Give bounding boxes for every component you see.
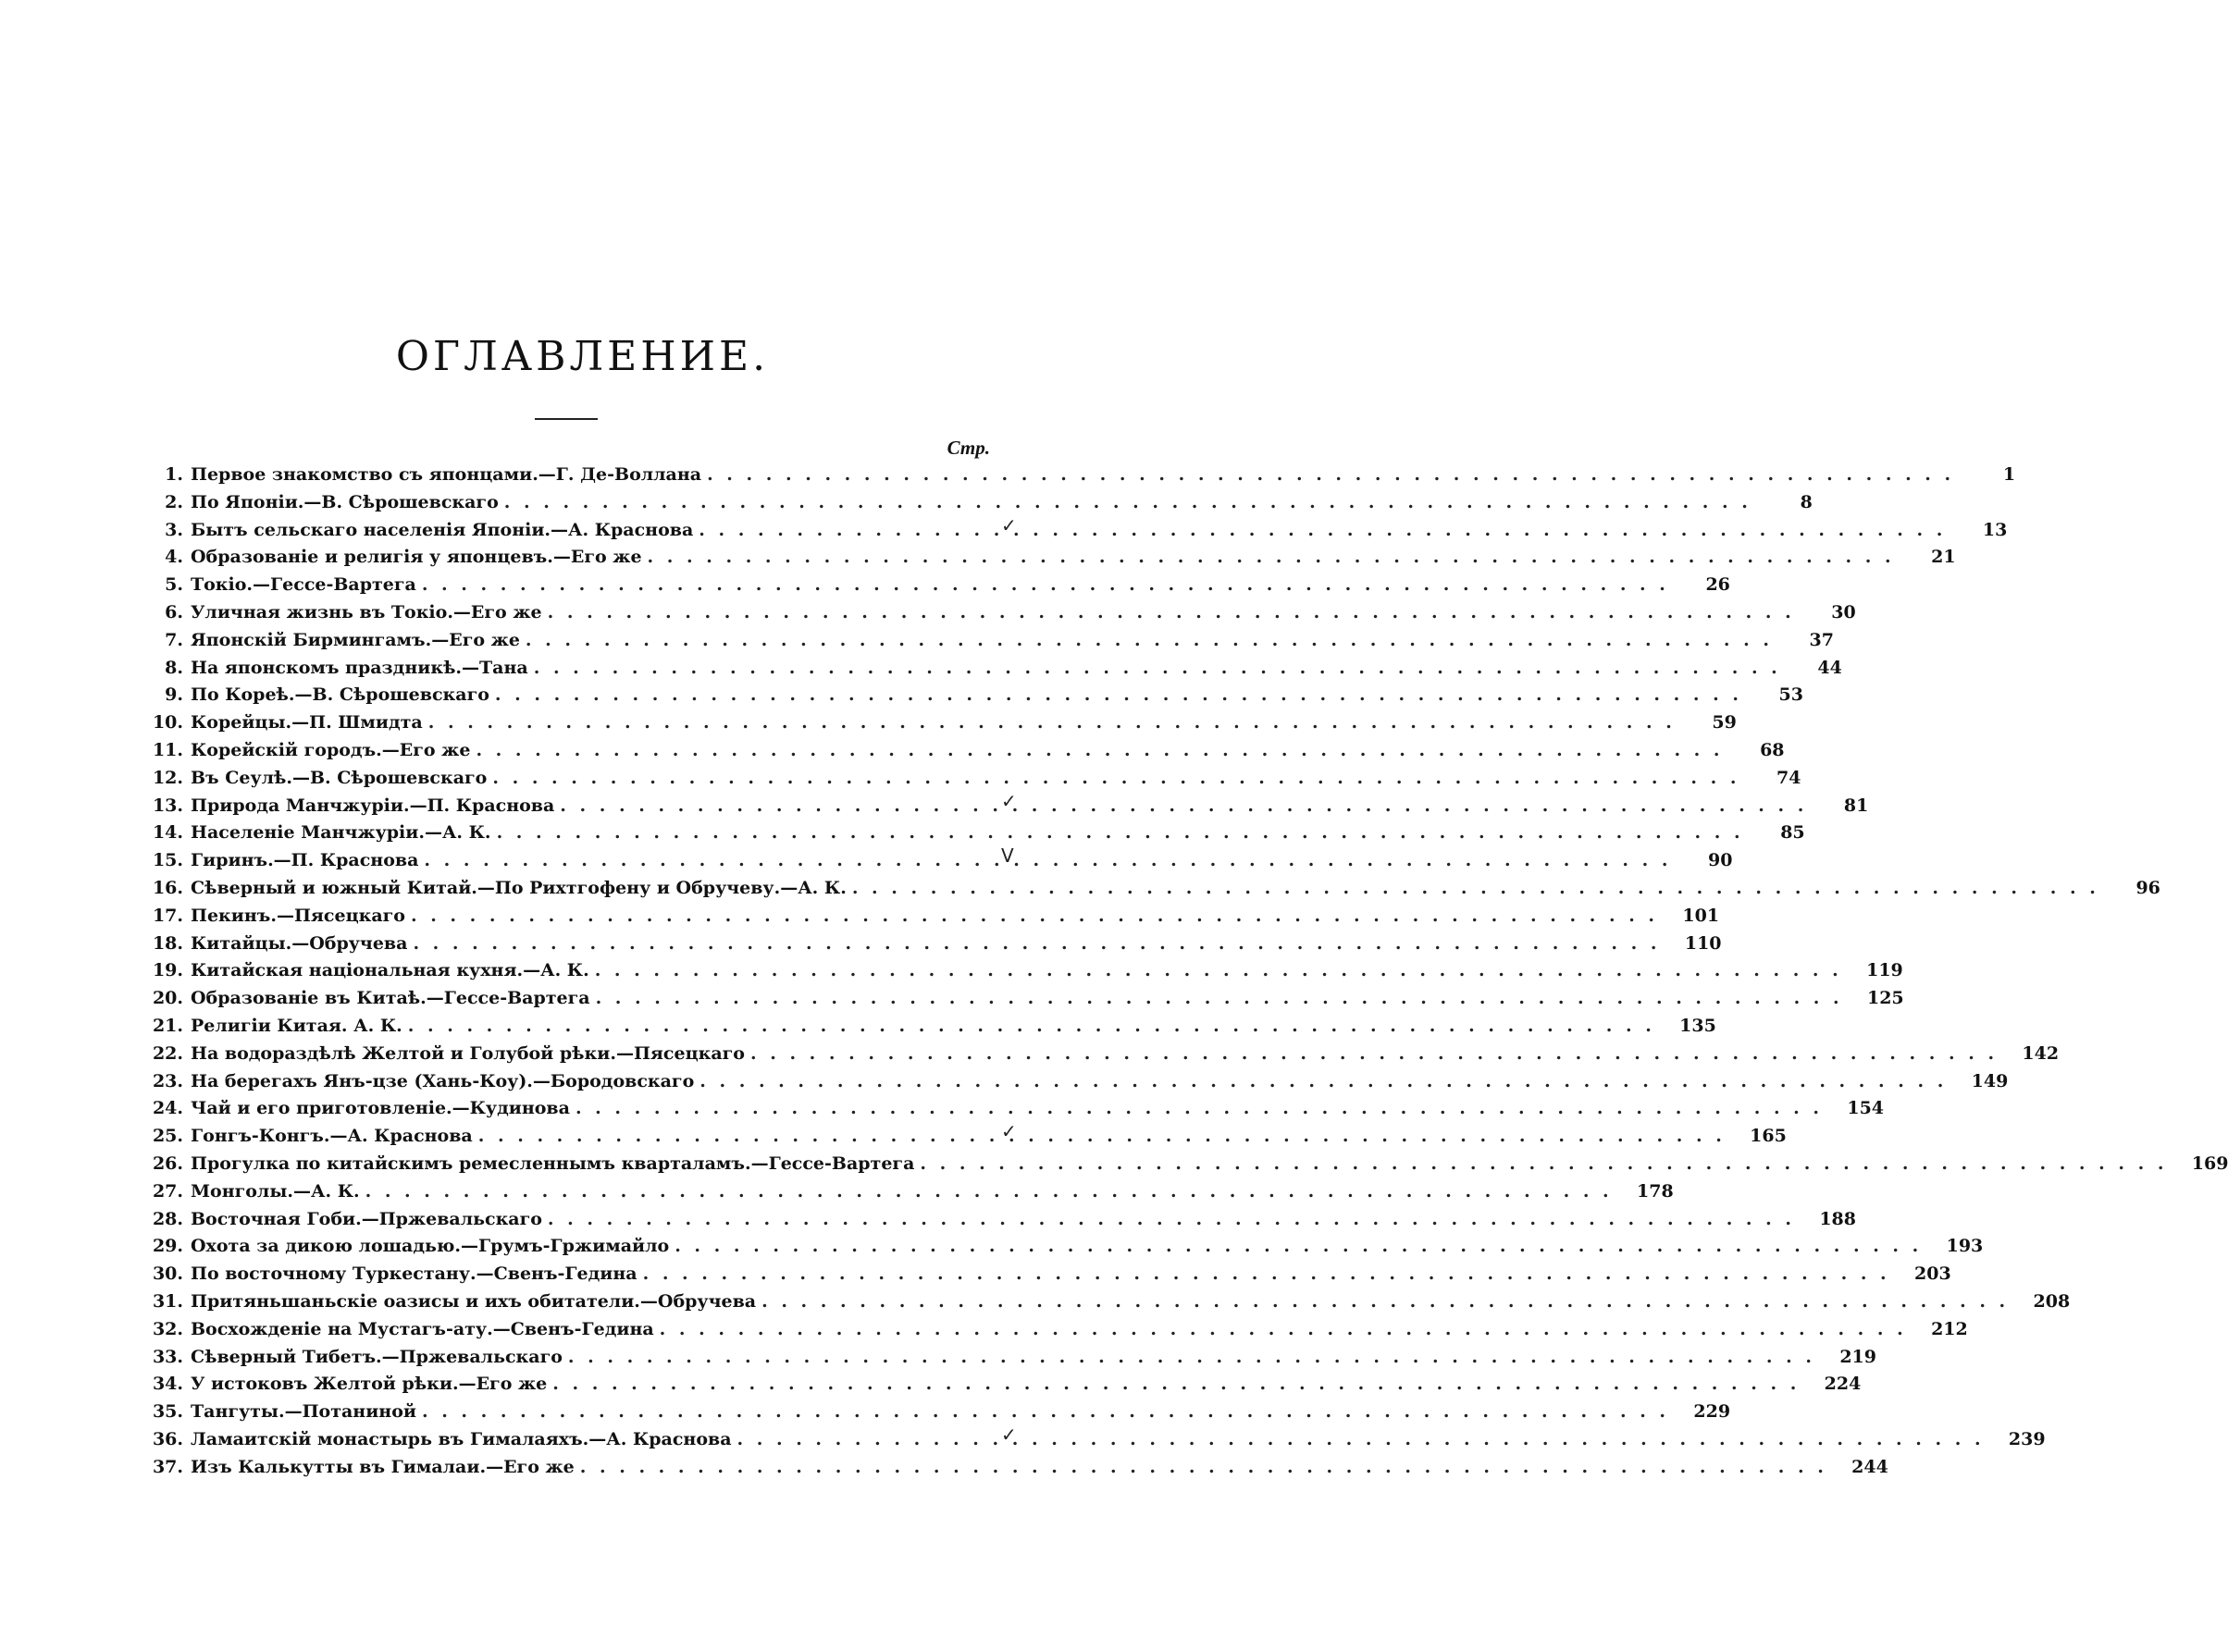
toc-entry <box>139 1318 1968 1347</box>
toc-entry-title: Гонгъ-Конгъ.—А. Краснова <box>191 1126 473 1147</box>
toc-entry <box>139 1208 1856 1237</box>
toc-entry-number: 9. <box>165 684 183 706</box>
toc-entry <box>139 1153 2228 1181</box>
toc-entry <box>139 1236 1984 1264</box>
toc-entry-title: Притяньшаньскіе оазисы и ихъ обитатели.—Обручева <box>191 1290 757 1312</box>
toc-entry-title: Образованіе въ Китаѣ.—Гессе-Вартега <box>191 988 590 1009</box>
toc-entry <box>139 1456 1888 1485</box>
toc-entry-title: Восхожденіе на Мустагъ-ату.—Свенъ-Гедина <box>191 1318 654 1339</box>
dot-leader <box>478 1126 1726 1146</box>
toc-entry-title: По Японіи.—В. Сѣрошевскаго <box>191 491 499 512</box>
dot-leader <box>643 1264 1890 1284</box>
toc-entry-page: 13 <box>1982 519 2008 540</box>
toc-entry-page: 59 <box>1712 712 1737 734</box>
toc-entry-number: 33. <box>152 1346 183 1367</box>
toc-entry-title: Пекинъ.—Пясецкаго <box>191 905 405 926</box>
dot-leader <box>424 850 1671 870</box>
toc-entry-title: Населеніе Манчжуріи.—А. К. <box>191 822 491 844</box>
toc-entry-page: 169 <box>2191 1153 2228 1174</box>
toc-entry <box>139 1374 1862 1401</box>
toc-entry-number: 36. <box>152 1428 183 1449</box>
dot-leader <box>476 740 1723 760</box>
toc-entry-number: 6. <box>165 601 183 623</box>
toc-entry-page: 229 <box>1693 1401 1731 1423</box>
toc-entry <box>139 739 1785 768</box>
toc-entry <box>139 844 1733 878</box>
dot-leader <box>580 1457 1827 1477</box>
dot-leader <box>648 547 1895 567</box>
toc-entry-number: 17. <box>152 905 183 926</box>
toc-entry-title: На японскомъ праздникѣ.—Тана <box>191 657 528 678</box>
toc-entry-page: 224 <box>1824 1374 1862 1395</box>
toc-entry-page: 125 <box>1866 988 1904 1009</box>
toc-entry-title: На водораздѣлѣ Желтой и Голубой рѣки.—Пясецкаго <box>191 1042 745 1064</box>
toc-entry-title: Китайцы.—Обручева <box>191 932 408 954</box>
toc-entry-title: По восточному Туркестану.—Свенъ-Гедина <box>191 1264 637 1285</box>
toc-entry-page: 1 <box>2002 464 2016 485</box>
toc-entry-title: Тангуты.—Потаниной <box>191 1401 416 1423</box>
toc-entry-title: Китайская національная кухня.—А. К. <box>191 960 589 981</box>
toc-entry <box>139 1120 1787 1153</box>
dot-leader <box>408 1016 1655 1036</box>
handwritten-checkmark-icon: V <box>1001 844 1014 868</box>
toc-entry <box>139 684 1803 712</box>
dot-leader <box>568 1347 1815 1367</box>
toc-entry-page: 85 <box>1780 822 1805 844</box>
toc-entry-page: 26 <box>1705 574 1730 596</box>
toc-entry-page: 37 <box>1809 629 1834 650</box>
toc-entry <box>139 547 1956 574</box>
dot-leader <box>411 906 1658 926</box>
toc-entry <box>139 1180 1674 1209</box>
toc-entry-number: 5. <box>165 574 183 596</box>
toc-entry-number: 22. <box>152 1042 183 1064</box>
toc-entry <box>139 1264 1951 1291</box>
toc-entry-number: 29. <box>152 1236 183 1257</box>
dot-leader <box>526 630 1773 650</box>
toc-entry-number: 3. <box>165 519 183 540</box>
dot-leader <box>750 1043 1998 1064</box>
toc-entry-title: Монголы.—А. К. <box>191 1180 360 1202</box>
toc-entry-page: 165 <box>1750 1126 1787 1147</box>
toc-entry-title: У истоковъ Желтой рѣки.—Его же <box>191 1374 548 1395</box>
toc-entry-title: По Кореѣ.—В. Сѣрошевскаго <box>191 684 489 706</box>
toc-entry-page: 81 <box>1843 795 1869 816</box>
dot-leader <box>737 1429 1985 1449</box>
toc-entry-title: Религіи Китая. А. К. <box>191 1015 402 1036</box>
toc-entry-number: 37. <box>152 1456 183 1477</box>
dot-leader <box>365 1181 1613 1202</box>
toc-entry-page: 21 <box>1931 547 1956 568</box>
toc-entry <box>139 1401 1731 1429</box>
toc-entry-page: 203 <box>1914 1264 1951 1285</box>
dot-leader <box>552 1374 1800 1394</box>
toc-entry <box>139 1042 2060 1071</box>
toc-entry-page: 208 <box>2033 1290 2071 1312</box>
toc-entry <box>139 1070 2009 1099</box>
toc-entry-number: 27. <box>152 1180 183 1202</box>
page-title: ОГЛАВЛЕНИЕ. <box>395 333 770 380</box>
toc-entry-page: 244 <box>1851 1456 1888 1477</box>
toc-entry <box>139 712 1737 740</box>
toc-entry-title: Изъ Калькутты въ Гималаи.—Его же <box>191 1456 575 1477</box>
toc-entry-page: 149 <box>1971 1070 2009 1091</box>
toc-entry-page: 68 <box>1760 739 1785 760</box>
dot-leader <box>497 822 1744 843</box>
toc-entry-page: 219 <box>1839 1346 1876 1367</box>
toc-entry-number: 1. <box>165 464 183 485</box>
dot-leader <box>675 1236 1922 1256</box>
toc-entry-title: Первое знакомство съ японцами.—Г. Де-Воллана <box>191 464 702 485</box>
toc-entry <box>139 657 1842 685</box>
toc-entry-number: 19. <box>152 960 183 981</box>
dot-leader <box>660 1319 1907 1339</box>
dot-leader <box>534 658 1781 678</box>
toc-entry-title: Корейскій городъ.—Его же <box>191 739 471 760</box>
toc-entry-title: Восточная Гоби.—Пржевальскаго <box>191 1208 542 1229</box>
toc-entry-number: 24. <box>152 1098 183 1119</box>
toc-entry <box>139 905 1720 933</box>
toc-entry-title: Образованіе и религія у японцевъ.—Его же <box>191 547 642 568</box>
toc-entry <box>139 1346 1876 1375</box>
toc-entry <box>139 601 1856 630</box>
toc-entry-page: 119 <box>1866 960 1903 981</box>
toc-entry-title: Токіо.—Гессе-Вартега <box>191 574 416 596</box>
toc-entry-page: 193 <box>1946 1236 1984 1257</box>
handwritten-checkmark-icon: ✓ <box>1001 789 1017 812</box>
toc-entry <box>139 629 1834 658</box>
page-column-header: Стр. <box>947 437 990 459</box>
toc-entry-number: 25. <box>152 1126 183 1147</box>
toc-entry-number: 35. <box>152 1401 183 1423</box>
toc-entry-page: 154 <box>1847 1098 1885 1119</box>
dot-leader <box>428 712 1676 733</box>
dot-leader <box>422 1401 1669 1422</box>
toc-entry-title: На берегахъ Янъ-цзе (Хань-Коу).—Бородовскаго <box>191 1070 695 1091</box>
toc-entry-title: Прогулка по китайскимъ ремесленнымъ кварталамъ.—Гессе-Вартега <box>191 1153 915 1174</box>
toc-entry <box>139 988 1904 1016</box>
toc-entry-title: Бытъ сельскаго населенія Японіи.—А. Краснова <box>191 519 694 540</box>
toc-entry-title: Сѣверный и южный Китай.—По Рихтгофену и Обручеву.—А. К. <box>191 877 847 898</box>
dot-leader <box>761 1291 2009 1312</box>
toc-entry-number: 31. <box>152 1290 183 1312</box>
dot-leader <box>595 960 1842 980</box>
dot-leader <box>413 933 1660 954</box>
toc-entry-number: 7. <box>165 629 183 650</box>
toc-entry <box>139 960 1903 988</box>
toc-entry-page: 188 <box>1819 1208 1856 1229</box>
dot-leader <box>576 1098 1823 1118</box>
toc-entry-page: 142 <box>2022 1042 2060 1064</box>
dot-leader <box>548 1209 1795 1229</box>
toc-entry-title: Чай и его приготовленіе.—Кудинова <box>191 1098 570 1119</box>
toc-entry-number: 20. <box>152 988 183 1009</box>
toc-entry <box>139 877 2160 906</box>
toc-entry-page: 101 <box>1682 905 1720 926</box>
dot-leader <box>422 574 1669 595</box>
dot-leader <box>560 795 1807 816</box>
toc-entry-title: Сѣверный Тибетъ.—Пржевальскаго <box>191 1346 563 1367</box>
toc-entry-number: 21. <box>152 1015 183 1036</box>
toc-entry-page: 74 <box>1776 767 1801 788</box>
toc-entry-number: 16. <box>152 877 183 898</box>
toc-entry-number: 26. <box>152 1153 183 1174</box>
toc-entry <box>139 1098 1885 1126</box>
toc-entry-number: 34. <box>152 1374 183 1395</box>
toc-entry-title: Японскій Бирмингамъ.—Его же <box>191 629 520 650</box>
toc-entry-title: Охота за дикою лошадью.—Грумъ-Гржимайло <box>191 1236 670 1257</box>
toc-entry-number: 18. <box>152 932 183 954</box>
toc-entry <box>139 789 1869 823</box>
dot-leader <box>852 878 2099 898</box>
dot-leader <box>596 988 1843 1008</box>
toc-entry-title: Въ Сеулѣ.—В. Сѣрошевскаго <box>191 767 488 788</box>
toc-entry <box>139 1015 1716 1043</box>
title-divider <box>535 418 598 420</box>
toc-entry-page: 90 <box>1708 850 1733 871</box>
toc-entry-page: 178 <box>1637 1180 1674 1202</box>
dot-leader <box>707 464 1954 485</box>
toc-entry-title: Природа Манчжуріи.—П. Краснова <box>191 795 555 816</box>
toc-entry <box>139 464 2016 492</box>
toc-entry <box>139 1423 2046 1457</box>
dot-leader <box>699 1071 1947 1091</box>
toc-entry-page: 8 <box>1800 491 1813 512</box>
toc-entry <box>139 1290 2071 1319</box>
toc-entry-title: Ламаитскій монастырь въ Гималаяхъ.—А. Краснова <box>191 1428 732 1449</box>
toc-entry-page: 135 <box>1679 1015 1716 1036</box>
toc-entry-title: Гиринъ.—П. Краснова <box>191 850 419 871</box>
toc-entry-number: 32. <box>152 1318 183 1339</box>
dot-leader <box>492 768 1739 788</box>
dot-leader <box>920 1153 2167 1174</box>
toc-entry-title: Уличная жизнь въ Токіо.—Его же <box>191 601 542 623</box>
toc-entry-number: 28. <box>152 1208 183 1229</box>
toc-entry-page: 110 <box>1684 932 1722 954</box>
toc-entry <box>139 491 1813 520</box>
toc-entry-page: 239 <box>2008 1428 2046 1449</box>
toc-entry-number: 11. <box>152 739 183 760</box>
table-of-contents <box>139 464 2228 1484</box>
toc-entry-page: 44 <box>1817 657 1842 678</box>
dot-leader <box>548 602 1795 623</box>
toc-entry-number: 2. <box>165 491 183 512</box>
toc-entry-page: 96 <box>2135 877 2160 898</box>
dot-leader <box>495 684 1742 705</box>
toc-entry-title: Корейцы.—П. Шмидта <box>191 712 423 734</box>
toc-entry-number: 23. <box>152 1070 183 1091</box>
dot-leader <box>504 492 1751 512</box>
toc-entry-number: 13. <box>152 795 183 816</box>
toc-entry-number: 12. <box>152 767 183 788</box>
handwritten-checkmark-icon: ✓ <box>1001 1120 1017 1143</box>
dot-leader <box>699 520 1946 540</box>
toc-entry-page: 30 <box>1831 601 1856 623</box>
toc-entry-number: 14. <box>152 822 183 844</box>
toc-entry-page: 53 <box>1778 684 1803 706</box>
toc-entry-number: 15. <box>152 850 183 871</box>
toc-entry <box>139 513 2008 548</box>
toc-entry-page: 212 <box>1931 1318 1968 1339</box>
toc-entry <box>139 574 1730 602</box>
toc-entry-number: 8. <box>165 657 183 678</box>
handwritten-checkmark-icon: ✓ <box>1001 513 1017 536</box>
toc-entry-number: 30. <box>152 1264 183 1285</box>
toc-entry-number: 10. <box>152 712 183 734</box>
toc-entry <box>139 932 1722 961</box>
handwritten-checkmark-icon: ✓ <box>1001 1423 1017 1446</box>
toc-entry-number: 4. <box>165 547 183 568</box>
toc-entry <box>139 767 1801 795</box>
toc-entry <box>139 822 1805 850</box>
